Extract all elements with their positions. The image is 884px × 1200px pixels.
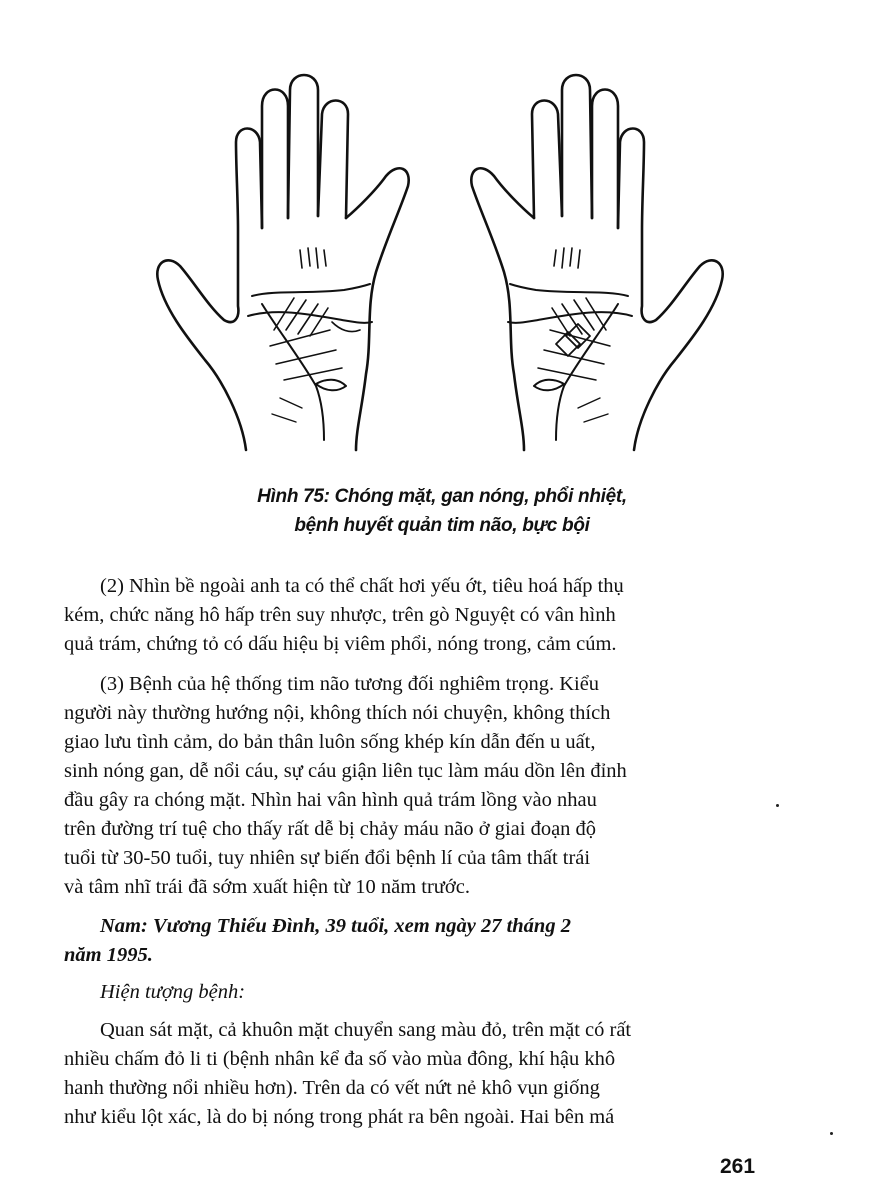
- figure-caption-line1: Hình 75: Chóng mặt, gan nóng, phổi nhiệt,: [257, 486, 627, 507]
- scan-speck: [776, 804, 779, 807]
- paragraph-3-line: người này thường hướng nội, không thích nói chuyện, không thích: [64, 702, 611, 724]
- case-heading-line: Nam: Vương Thiếu Đình, 39 tuổi, xem ngày 27 tháng 2: [100, 915, 571, 937]
- paragraph-3-line: sinh nóng gan, dễ nổi cáu, sự cáu giận liên tục làm máu dồn lên đỉnh: [64, 760, 627, 782]
- paragraph-4-line: nhiều chấm đỏ li ti (bệnh nhân kể đa số vào mùa đông, khí hậu khô: [64, 1048, 616, 1070]
- page-number: 261: [720, 1155, 756, 1178]
- two-hands-palm-lines-icon: [150, 68, 730, 468]
- paragraph-3-line: tuổi từ 30-50 tuổi, tuy nhiên sự biến đổi bệnh lí của tâm thất trái: [64, 847, 591, 869]
- paragraph-2-line: kém, chức năng hô hấp trên suy nhược, trên gò Nguyệt có vân hình: [64, 604, 616, 626]
- figure-caption-line2: bệnh huyết quản tim não, bực bội: [294, 515, 590, 536]
- symptoms-label: Hiện tượng bệnh:: [100, 981, 246, 1003]
- paragraph-4-line: như kiểu lột xác, là do bị nóng trong phát ra bên ngoài. Hai bên má: [64, 1106, 615, 1128]
- paragraph-3-line: giao lưu tình cảm, do bản thân luôn sống khép kín dẫn đến u uất,: [64, 731, 596, 753]
- right-hand-drawing: [471, 75, 722, 450]
- case-heading-line: năm 1995.: [64, 944, 153, 966]
- paragraph-3-line: đầu gây ra chóng mặt. Nhìn hai vân hình quả trám lồng vào nhau: [64, 789, 597, 811]
- paragraph-4-line: Quan sát mặt, cả khuôn mặt chuyển sang màu đỏ, trên mặt có rất: [100, 1019, 632, 1041]
- paragraph-3-line: trên đường trí tuệ cho thấy rất dễ bị chảy máu não ở giai đoạn độ: [64, 818, 597, 840]
- paragraph-3-line: (3) Bệnh của hệ thống tim não tương đối nghiêm trọng. Kiểu: [100, 673, 600, 695]
- paragraph-2-line: quả trám, chứng tỏ có dấu hiệu bị viêm phổi, nóng trong, cảm cúm.: [64, 633, 617, 655]
- paragraph-3-line: và tâm nhĩ trái đã sớm xuất hiện từ 10 năm trước.: [64, 876, 470, 898]
- paragraph-4-line: hanh thường nổi nhiều hơn). Trên da có vết nứt nẻ khô vụn giống: [64, 1077, 600, 1099]
- paragraph-2-line: (2) Nhìn bề ngoài anh ta có thể chất hơi yếu ớt, tiêu hoá hấp thụ: [100, 575, 624, 597]
- scan-speck: [830, 1132, 833, 1135]
- left-hand-drawing: [157, 75, 408, 450]
